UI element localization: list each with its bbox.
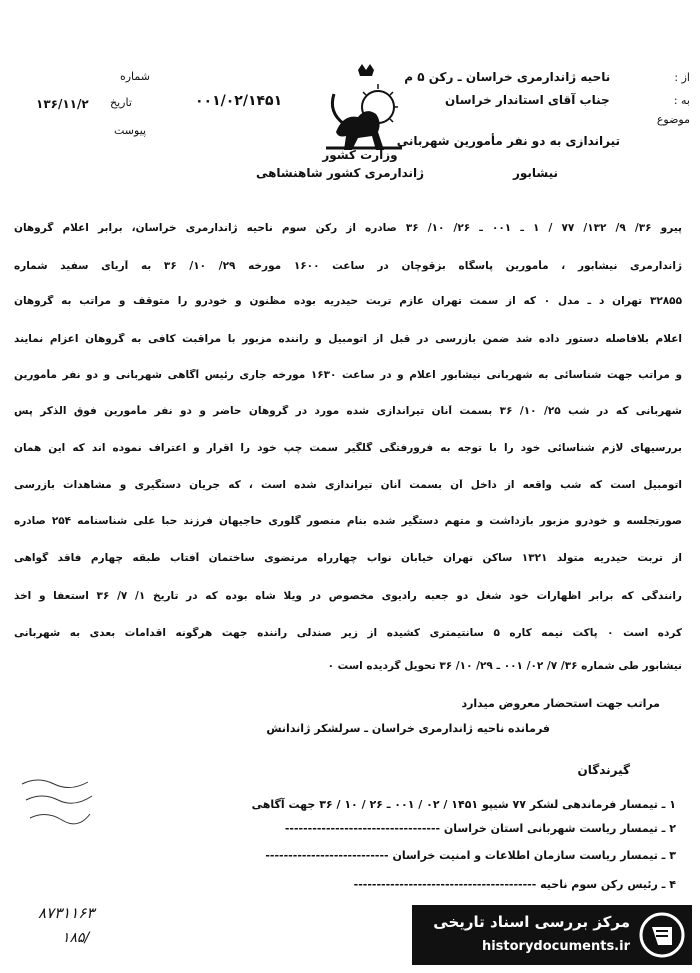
from-label: از :: [674, 71, 690, 84]
body-line: شهربانی که در شب ۲۵/ ۱۰/ ۳۶ بسمت آنان تیراندازی شده مورد در گروهان حاضر و دو نفر مأمورین فوق الذکر پس: [14, 405, 682, 417]
archive-number: ۸۷۳۱۱۶۳: [38, 904, 95, 922]
recipient-item: ۲ ـ تیمسار ریاست شهربانی استان خراسان ----------------------------------: [284, 822, 676, 835]
body-line: نیشابور طی شماره ۳۶/ ۷/ ۰۲/ ۰۰۱ ـ ۲۹/ ۱۰/ ۳۶ تحویل گردیده است ۰: [327, 660, 682, 672]
body-line: کرده است ۰ پاکت نیمه کاره ۵ سانتیمتری کشیده از زیر صندلی راننده جهت هرگونه اقدامات بعدی به شهربانی: [14, 627, 682, 639]
body-line: اعلام بلافاصله دستور داده شد ضمن بازرسی در قبل از اتومبیل و راننده مزبور با مراقبت کافی به گروهان اعزام نمایند: [14, 333, 682, 345]
archive-sub-number: ۱۸۵/: [62, 930, 90, 946]
body-line: ژاندارمری نیشابور ، مأمورین پاسگاه بزقوچان در ساعت ۱۶۰۰ مورخه ۲۹/ ۱۰/ ۳۶ به آریای سفید شماره: [14, 260, 682, 272]
from-value: ناحیه ژاندارمری خراسان ـ رکن ۵ م: [404, 70, 611, 84]
gendarmerie-name: ژاندارمری کشور شاهنشاهی: [255, 166, 425, 180]
to-value: جناب آقای استاندار خراسان: [444, 93, 610, 107]
body-line: از تربت حیدریه متولد ۱۳۲۱ ساکن تهران خیابان نواب چهارراه مرتضوی ساختمان آفتاب طبقه چهارم فاقد گواهی: [14, 552, 682, 564]
archive-logo-icon: [638, 911, 686, 959]
to-label: به :: [673, 94, 690, 107]
watermark-badge: [412, 905, 692, 965]
recipient-item: ۴ ـ رئیس رکن سوم ناحیه ----------------------------------------: [353, 878, 676, 891]
body-line: بررسیهای لازم شناسائی خود را با توجه به فرورفتگی گلگیر سمت چپ خود را اقرار و اعتراف نموده اند که این همان: [14, 442, 682, 454]
closing-line: مراتب جهت استحضار معروض میدارد: [461, 697, 660, 710]
body-line: رانندگی که برابر اظهارات خود شغل دو جعبه رادیوی مخصوص در ویلا شاه بوده که در تاریخ ۱/ ۷/ ۳۶ استعفا و اخذ: [14, 590, 682, 602]
body-line: اتومبیل است که شب واقعه از داخل آن بسمت آنان تیراندازی شده است ، که جریان دستگیری و مشاهدات بازرسی: [14, 479, 682, 491]
body-line: صورتجلسه و خودرو مزبور بازداشت و متهم دستگیر شده بنام منصور گلوری حاجیهان فرزند حبا علی شناسنامه ۲۵۴ صادره: [14, 515, 682, 527]
body-line: و مراتب جهت شناسائی به شهربانی نیشابور اعلام و در ساعت ۱۶۳۰ مورخه جاری رئیس آگاهی شهربانی و دو نفر مأمورین: [14, 369, 682, 381]
watermark-url: historydocuments.ir: [481, 939, 630, 954]
body-line: پیرو ۳۶/ ۹/ ۱۳۲/ ۷۷ / ۱ ـ ۰۰۱ ـ ۲۶/ ۱۰/ ۳۶ صادره از رکن سوم ناحیه ژاندارمری خراسان، برابر اعلام گروهان: [14, 222, 682, 234]
number-label: شماره: [119, 70, 150, 83]
from-line: [404, 70, 690, 84]
handwritten-note: [18, 774, 98, 834]
body-line: ۳۲۸۵۵ تهران د ـ مدل ۰ که از سمت تهران عازم تربت حیدریه بوده مظنون و خودرو را متوقف و مراتب به گروهان: [14, 295, 682, 307]
number-value: ۰۰۱/۰۲/۱۴۵۱: [195, 93, 283, 109]
recipients-title: گیرندگان: [577, 763, 630, 777]
subject-label-line: [657, 112, 690, 126]
subject-label: موضوع: [656, 113, 690, 126]
recipient-item: ۱ ـ تیمسار فرماندهی لشکر ۷۷ شیپو ۱۴۵۱ / ۰۲ / ۰۰۱ ـ ۲۶ / ۱۰ / ۳۶ جهت آگاهی: [251, 798, 676, 811]
lion-and-sun-emblem: [318, 62, 410, 162]
subject-value: تیراندازی به دو نفر مأمورین شهربانی: [396, 134, 620, 148]
signature-title: فرمانده ناحیه ژاندارمری خراسان ـ سرلشکر ژاندانش: [266, 722, 550, 735]
recipient-item: ۳ ـ تیمسار ریاست سازمان اطلاعات و امنیت خراسان ---------------------------: [265, 849, 676, 862]
date-value: ۱۳۶/۱۱/۲: [36, 97, 89, 111]
location: نیشابور: [512, 166, 558, 180]
attachment-label: پیوست: [114, 124, 147, 137]
watermark-title: مرکز بررسی اسناد تاریخی: [433, 913, 630, 931]
ministry-name: وزارت کشور: [322, 148, 398, 162]
date-label: تاریخ: [110, 96, 132, 109]
to-line: [445, 93, 690, 107]
